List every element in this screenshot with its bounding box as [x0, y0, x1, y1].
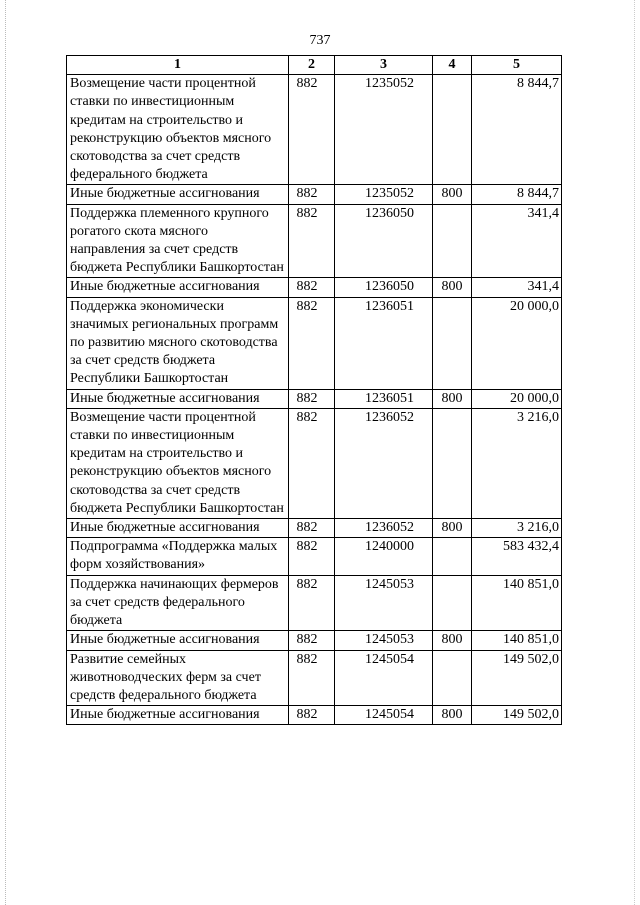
ministry-code-cell: 882	[289, 706, 335, 725]
table-row	[67, 389, 562, 408]
table-row	[67, 519, 562, 538]
amount-cell: 341,4	[472, 204, 562, 278]
amount-cell: 8 844,7	[472, 75, 562, 185]
expense-name-cell: Иные бюджетные ассигнования	[67, 631, 289, 650]
ministry-code-cell: 882	[289, 538, 335, 575]
target-article-cell: 1245054	[335, 650, 433, 706]
expense-type-cell: 800	[433, 278, 472, 297]
amount-cell: 8 844,7	[472, 185, 562, 204]
table-row	[67, 185, 562, 204]
target-article-cell: 1236050	[335, 278, 433, 297]
expense-name-cell: Иные бюджетные ассигнования	[67, 389, 289, 408]
amount-cell: 341,4	[472, 278, 562, 297]
ministry-code-cell: 882	[289, 389, 335, 408]
table-row	[67, 297, 562, 389]
column-header: 1	[67, 56, 289, 75]
column-header: 2	[289, 56, 335, 75]
ministry-code-cell: 882	[289, 75, 335, 185]
target-article-cell: 1240000	[335, 538, 433, 575]
target-article-cell: 1245053	[335, 631, 433, 650]
target-article-cell: 1245053	[335, 575, 433, 631]
table-row	[67, 408, 562, 518]
expense-type-cell	[433, 575, 472, 631]
expense-name-cell: Развитие семейных животноводческих ферм за счет средств федерального бюджета	[67, 650, 289, 706]
target-article-cell: 1236052	[335, 408, 433, 518]
ministry-code-cell: 882	[289, 278, 335, 297]
table-row	[67, 706, 562, 725]
expense-name-cell: Возмещение части процентной ставки по инвестиционным кредитам на строительство и реконструкцию объектов мясного скотоводства за счет средств федерального бюджета	[67, 75, 289, 185]
expense-name-cell: Возмещение части процентной ставки по инвестиционным кредитам на строительство и реконструкцию объектов мясного скотоводства за счет средств бюджета Республики Башкортостан	[67, 408, 289, 518]
expense-type-cell	[433, 75, 472, 185]
ministry-code-cell: 882	[289, 297, 335, 389]
column-header: 4	[433, 56, 472, 75]
expense-type-cell	[433, 297, 472, 389]
amount-cell: 140 851,0	[472, 575, 562, 631]
table-row	[67, 538, 562, 575]
expense-name-cell: Поддержка экономически значимых региональных программ по развитию мясного скотоводства за счет средств бюджета Республики Башкортостан	[67, 297, 289, 389]
table-row	[67, 631, 562, 650]
target-article-cell: 1235052	[335, 185, 433, 204]
expense-name-cell: Подпрограмма «Поддержка малых форм хозяйствования»	[67, 538, 289, 575]
budget-table	[66, 55, 562, 725]
expense-type-cell	[433, 408, 472, 518]
amount-cell: 20 000,0	[472, 389, 562, 408]
expense-type-cell	[433, 204, 472, 278]
expense-type-cell	[433, 650, 472, 706]
expense-type-cell: 800	[433, 389, 472, 408]
expense-type-cell: 800	[433, 706, 472, 725]
table-row	[67, 204, 562, 278]
column-header: 5	[472, 56, 562, 75]
expense-name-cell: Иные бюджетные ассигнования	[67, 706, 289, 725]
expense-name-cell: Иные бюджетные ассигнования	[67, 519, 289, 538]
amount-cell: 20 000,0	[472, 297, 562, 389]
page-number: 737	[309, 33, 331, 48]
expense-type-cell: 800	[433, 631, 472, 650]
amount-cell: 583 432,4	[472, 538, 562, 575]
amount-cell: 140 851,0	[472, 631, 562, 650]
ministry-code-cell: 882	[289, 575, 335, 631]
scan-margin-line	[634, 0, 635, 905]
expense-type-cell	[433, 538, 472, 575]
expense-name-cell: Иные бюджетные ассигнования	[67, 185, 289, 204]
amount-cell: 3 216,0	[472, 408, 562, 518]
table-row	[67, 575, 562, 631]
target-article-cell: 1236052	[335, 519, 433, 538]
ministry-code-cell: 882	[289, 519, 335, 538]
ministry-code-cell: 882	[289, 408, 335, 518]
expense-name-cell: Иные бюджетные ассигнования	[67, 278, 289, 297]
table-header-row	[67, 56, 562, 75]
amount-cell: 3 216,0	[472, 519, 562, 538]
expense-type-cell: 800	[433, 519, 472, 538]
expense-type-cell: 800	[433, 185, 472, 204]
table-row	[67, 650, 562, 706]
target-article-cell: 1245054	[335, 706, 433, 725]
ministry-code-cell: 882	[289, 631, 335, 650]
ministry-code-cell: 882	[289, 185, 335, 204]
table-row	[67, 75, 562, 185]
scan-margin-line	[5, 0, 6, 905]
amount-cell: 149 502,0	[472, 650, 562, 706]
amount-cell: 149 502,0	[472, 706, 562, 725]
ministry-code-cell: 882	[289, 204, 335, 278]
expense-name-cell: Поддержка начинающих фермеров за счет средств федерального бюджета	[67, 575, 289, 631]
table-row	[67, 278, 562, 297]
column-header: 3	[335, 56, 433, 75]
expense-name-cell: Поддержка племенного крупного рогатого скота мясного направления за счет средств бюджета Республики Башкортостан	[67, 204, 289, 278]
target-article-cell: 1236050	[335, 204, 433, 278]
target-article-cell: 1236051	[335, 297, 433, 389]
ministry-code-cell: 882	[289, 650, 335, 706]
target-article-cell: 1236051	[335, 389, 433, 408]
target-article-cell: 1235052	[335, 75, 433, 185]
